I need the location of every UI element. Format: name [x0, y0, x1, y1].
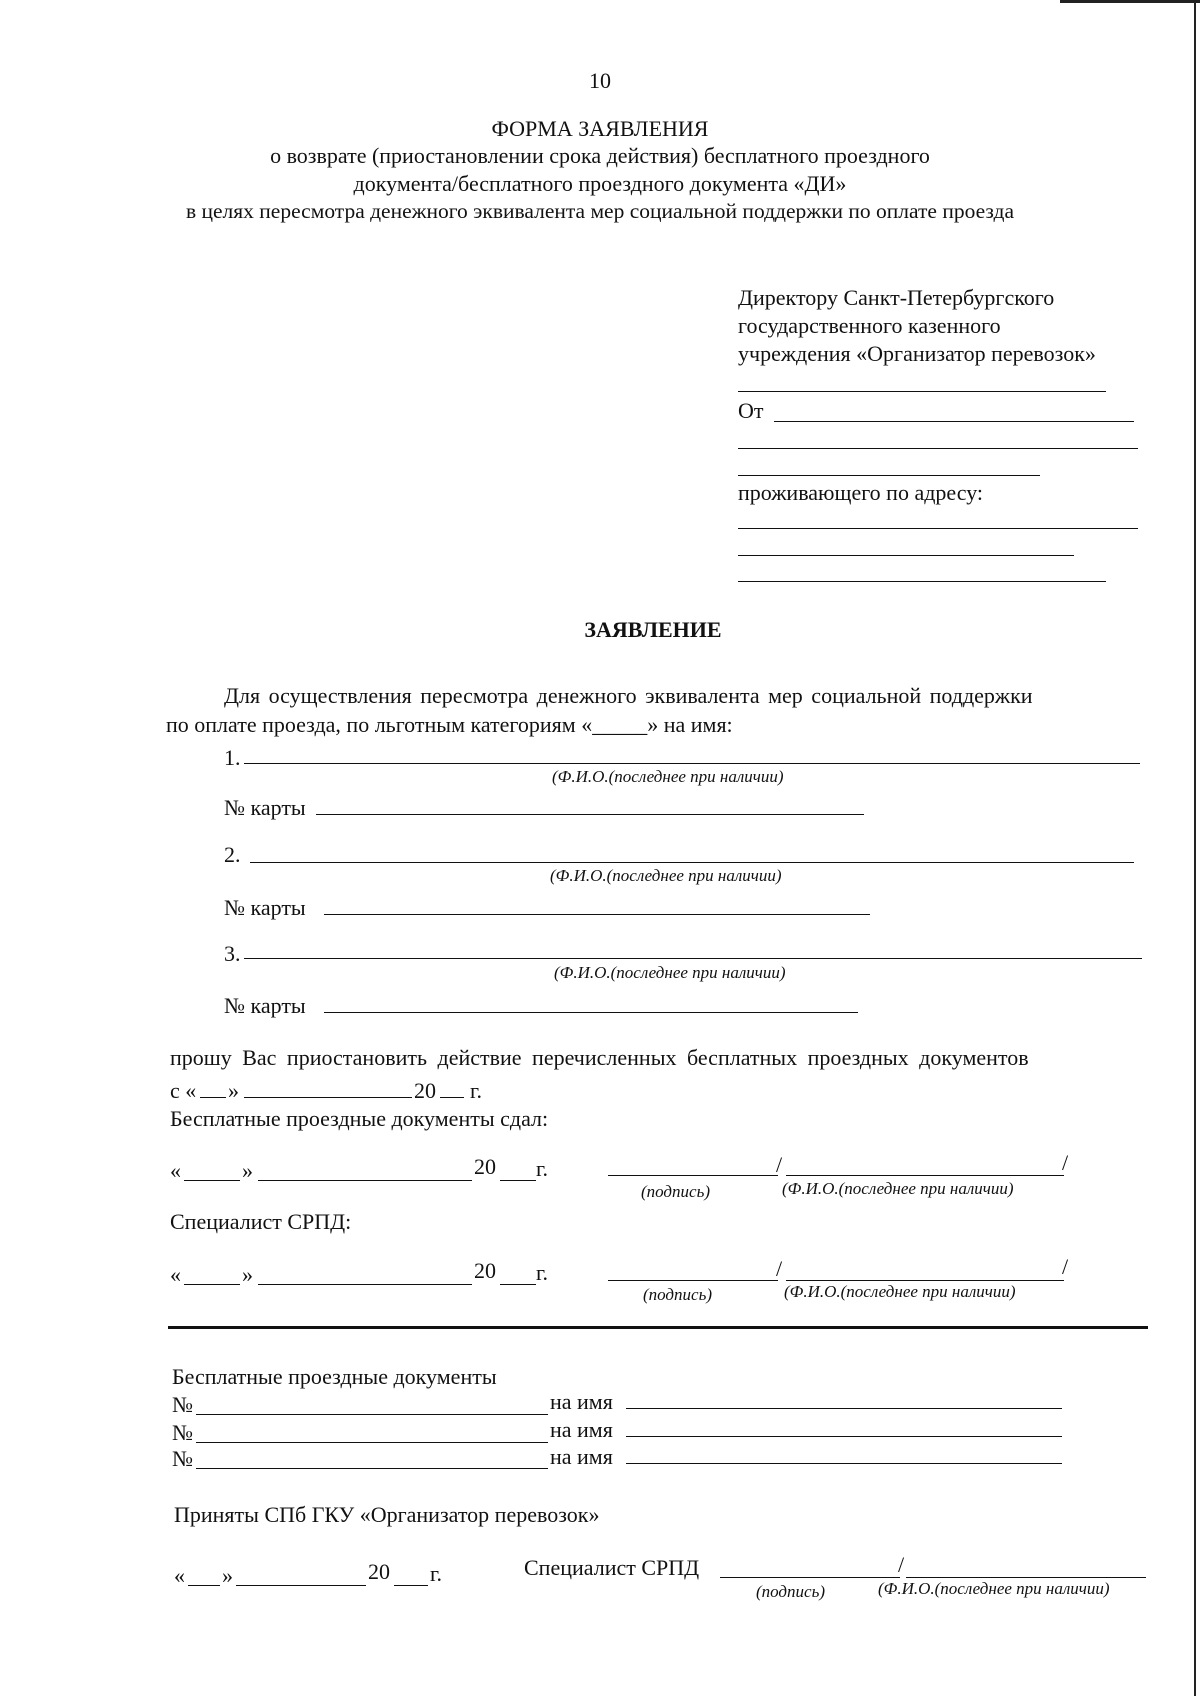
specialist-signature-caption: (подпись) [643, 1285, 712, 1304]
specialist-year: 20 [474, 1258, 496, 1283]
statement-intro-line1: Для осуществления пересмотра денежного эквивалента мер социальной поддержки [224, 683, 1033, 708]
addressee-line2: государственного казенного [738, 313, 1001, 338]
scan-edge-right [1194, 0, 1196, 1696]
handover-quote-open: « [170, 1158, 181, 1183]
page-number: 10 [589, 68, 611, 93]
section-divider [168, 1326, 1148, 1329]
handover-signature-field[interactable] [608, 1175, 778, 1176]
handover-fio-field[interactable] [786, 1175, 1064, 1176]
specialist-slash-1: / [776, 1256, 783, 1281]
request-date-year-field[interactable] [440, 1097, 464, 1098]
form-subtitle-line1: о возврате (приостановлении срока действия) бесплатного проездного [270, 143, 930, 168]
accepted-year: 20 [368, 1559, 390, 1584]
from-name-field-2[interactable] [738, 448, 1138, 449]
handover-day-field[interactable] [184, 1180, 240, 1181]
specialist-year-field[interactable] [500, 1284, 536, 1285]
accepted-month-field[interactable] [236, 1585, 366, 1586]
accepted-quote-close: » [222, 1563, 233, 1588]
person-1-number: 1. [224, 745, 241, 770]
doc-2-number-field[interactable] [196, 1442, 548, 1443]
statement-title: ЗАЯВЛЕНИЕ [584, 617, 722, 642]
person-2-card-label: № карты [224, 895, 306, 920]
specialist-year-suffix: г. [536, 1260, 549, 1285]
person-1-name-field[interactable] [244, 763, 1140, 764]
handover-label: Бесплатные проездные документы сдал: [170, 1106, 549, 1131]
person-1-caption: (Ф.И.О.(последнее при наличии) [552, 767, 784, 786]
specialist-fio-field[interactable] [786, 1280, 1064, 1281]
address-field-2[interactable] [738, 555, 1074, 556]
specialist-label: Специалист СРПД: [170, 1209, 352, 1234]
request-date-year: 20 [414, 1078, 436, 1103]
doc-3-name-field[interactable] [626, 1463, 1062, 1464]
accepted-signature-caption: (подпись) [756, 1582, 825, 1601]
accepted-fio-caption: (Ф.И.О.(последнее при наличии) [878, 1579, 1110, 1598]
addressee-blank-line[interactable] [738, 391, 1106, 392]
doc-1-name-field[interactable] [626, 1408, 1062, 1409]
handover-signature-caption: (подпись) [641, 1182, 710, 1201]
accepted-year-field[interactable] [394, 1585, 428, 1586]
person-3-name-field[interactable] [244, 958, 1142, 959]
specialist-quote-open: « [170, 1262, 181, 1287]
person-1-card-label: № карты [224, 795, 306, 820]
handover-month-field[interactable] [258, 1180, 472, 1181]
from-name-field[interactable] [774, 421, 1134, 422]
person-1-card-field[interactable] [316, 814, 864, 815]
doc-3-number-field[interactable] [196, 1468, 548, 1469]
handover-slash-2: / [1062, 1150, 1069, 1175]
request-date-suffix: г. [470, 1078, 483, 1103]
specialist-fio-caption: (Ф.И.О.(последнее при наличии) [784, 1282, 1016, 1301]
doc-1-number-label: № [172, 1392, 193, 1417]
doc-2-number-label: № [172, 1420, 193, 1445]
form-title: ФОРМА ЗАЯВЛЕНИЯ [491, 116, 709, 141]
addressee-line3: учреждения «Организатор перевозок» [738, 341, 1096, 366]
person-2-number: 2. [224, 842, 241, 867]
person-2-card-field[interactable] [324, 914, 870, 915]
statement-intro-line2: по оплате проезда, по льготным категориям «_____» на имя: [166, 712, 733, 737]
doc-2-name-field[interactable] [626, 1436, 1062, 1437]
address-field-3[interactable] [738, 581, 1106, 582]
accepted-day-field[interactable] [188, 1585, 220, 1586]
specialist-slash-2: / [1062, 1254, 1069, 1279]
accepted-year-suffix: г. [430, 1561, 443, 1586]
from-label: От [738, 398, 764, 423]
request-date-day-field[interactable] [200, 1097, 226, 1098]
specialist-day-field[interactable] [184, 1284, 240, 1285]
person-3-caption: (Ф.И.О.(последнее при наличии) [554, 963, 786, 982]
documents-label: Бесплатные проездные документы [172, 1364, 497, 1389]
accepted-quote-open: « [174, 1563, 185, 1588]
doc-2-name-label: на имя [550, 1417, 613, 1442]
request-date-mid: » [228, 1078, 239, 1103]
address-label: проживающего по адресу: [738, 480, 984, 505]
doc-3-name-label: на имя [550, 1444, 613, 1469]
specialist-quote-close: » [242, 1262, 253, 1287]
handover-slash-1: / [776, 1152, 783, 1177]
person-3-card-label: № карты [224, 993, 306, 1018]
person-2-name-field[interactable] [250, 862, 1134, 863]
doc-1-name-label: на имя [550, 1389, 613, 1414]
handover-year: 20 [474, 1154, 496, 1179]
form-subtitle-line2: документа/бесплатного проездного документа «ДИ» [353, 171, 847, 196]
request-date-month-field[interactable] [244, 1097, 412, 1098]
accepted-signature-field[interactable] [720, 1577, 900, 1578]
request-line: прошу Вас приостановить действие перечисленных бесплатных проездных документов [170, 1045, 1029, 1070]
person-2-caption: (Ф.И.О.(последнее при наличии) [550, 866, 782, 885]
accepted-label: Приняты СПб ГКУ «Организатор перевозок» [174, 1502, 600, 1527]
doc-3-number-label: № [172, 1446, 193, 1471]
handover-quote-close: » [242, 1158, 253, 1183]
from-name-field-3[interactable] [738, 475, 1040, 476]
request-date-prefix: с « [170, 1078, 197, 1103]
person-3-card-field[interactable] [324, 1012, 858, 1013]
scan-edge-top [1060, 0, 1200, 3]
accepted-fio-field[interactable] [906, 1577, 1146, 1578]
address-field-1[interactable] [738, 528, 1138, 529]
doc-1-number-field[interactable] [196, 1414, 548, 1415]
specialist-month-field[interactable] [258, 1284, 472, 1285]
person-3-number: 3. [224, 941, 241, 966]
handover-year-suffix: г. [536, 1156, 549, 1181]
accepted-slash: / [898, 1552, 905, 1577]
addressee-line1: Директору Санкт-Петербургского [738, 285, 1055, 310]
handover-fio-caption: (Ф.И.О.(последнее при наличии) [782, 1179, 1014, 1198]
specialist-signature-field[interactable] [608, 1280, 778, 1281]
accepted-specialist-label: Специалист СРПД [524, 1555, 700, 1580]
handover-year-field[interactable] [500, 1180, 536, 1181]
form-subtitle-line3: в целях пересмотра денежного эквивалента мер социальной поддержки по оплате проезда [185, 199, 1014, 223]
